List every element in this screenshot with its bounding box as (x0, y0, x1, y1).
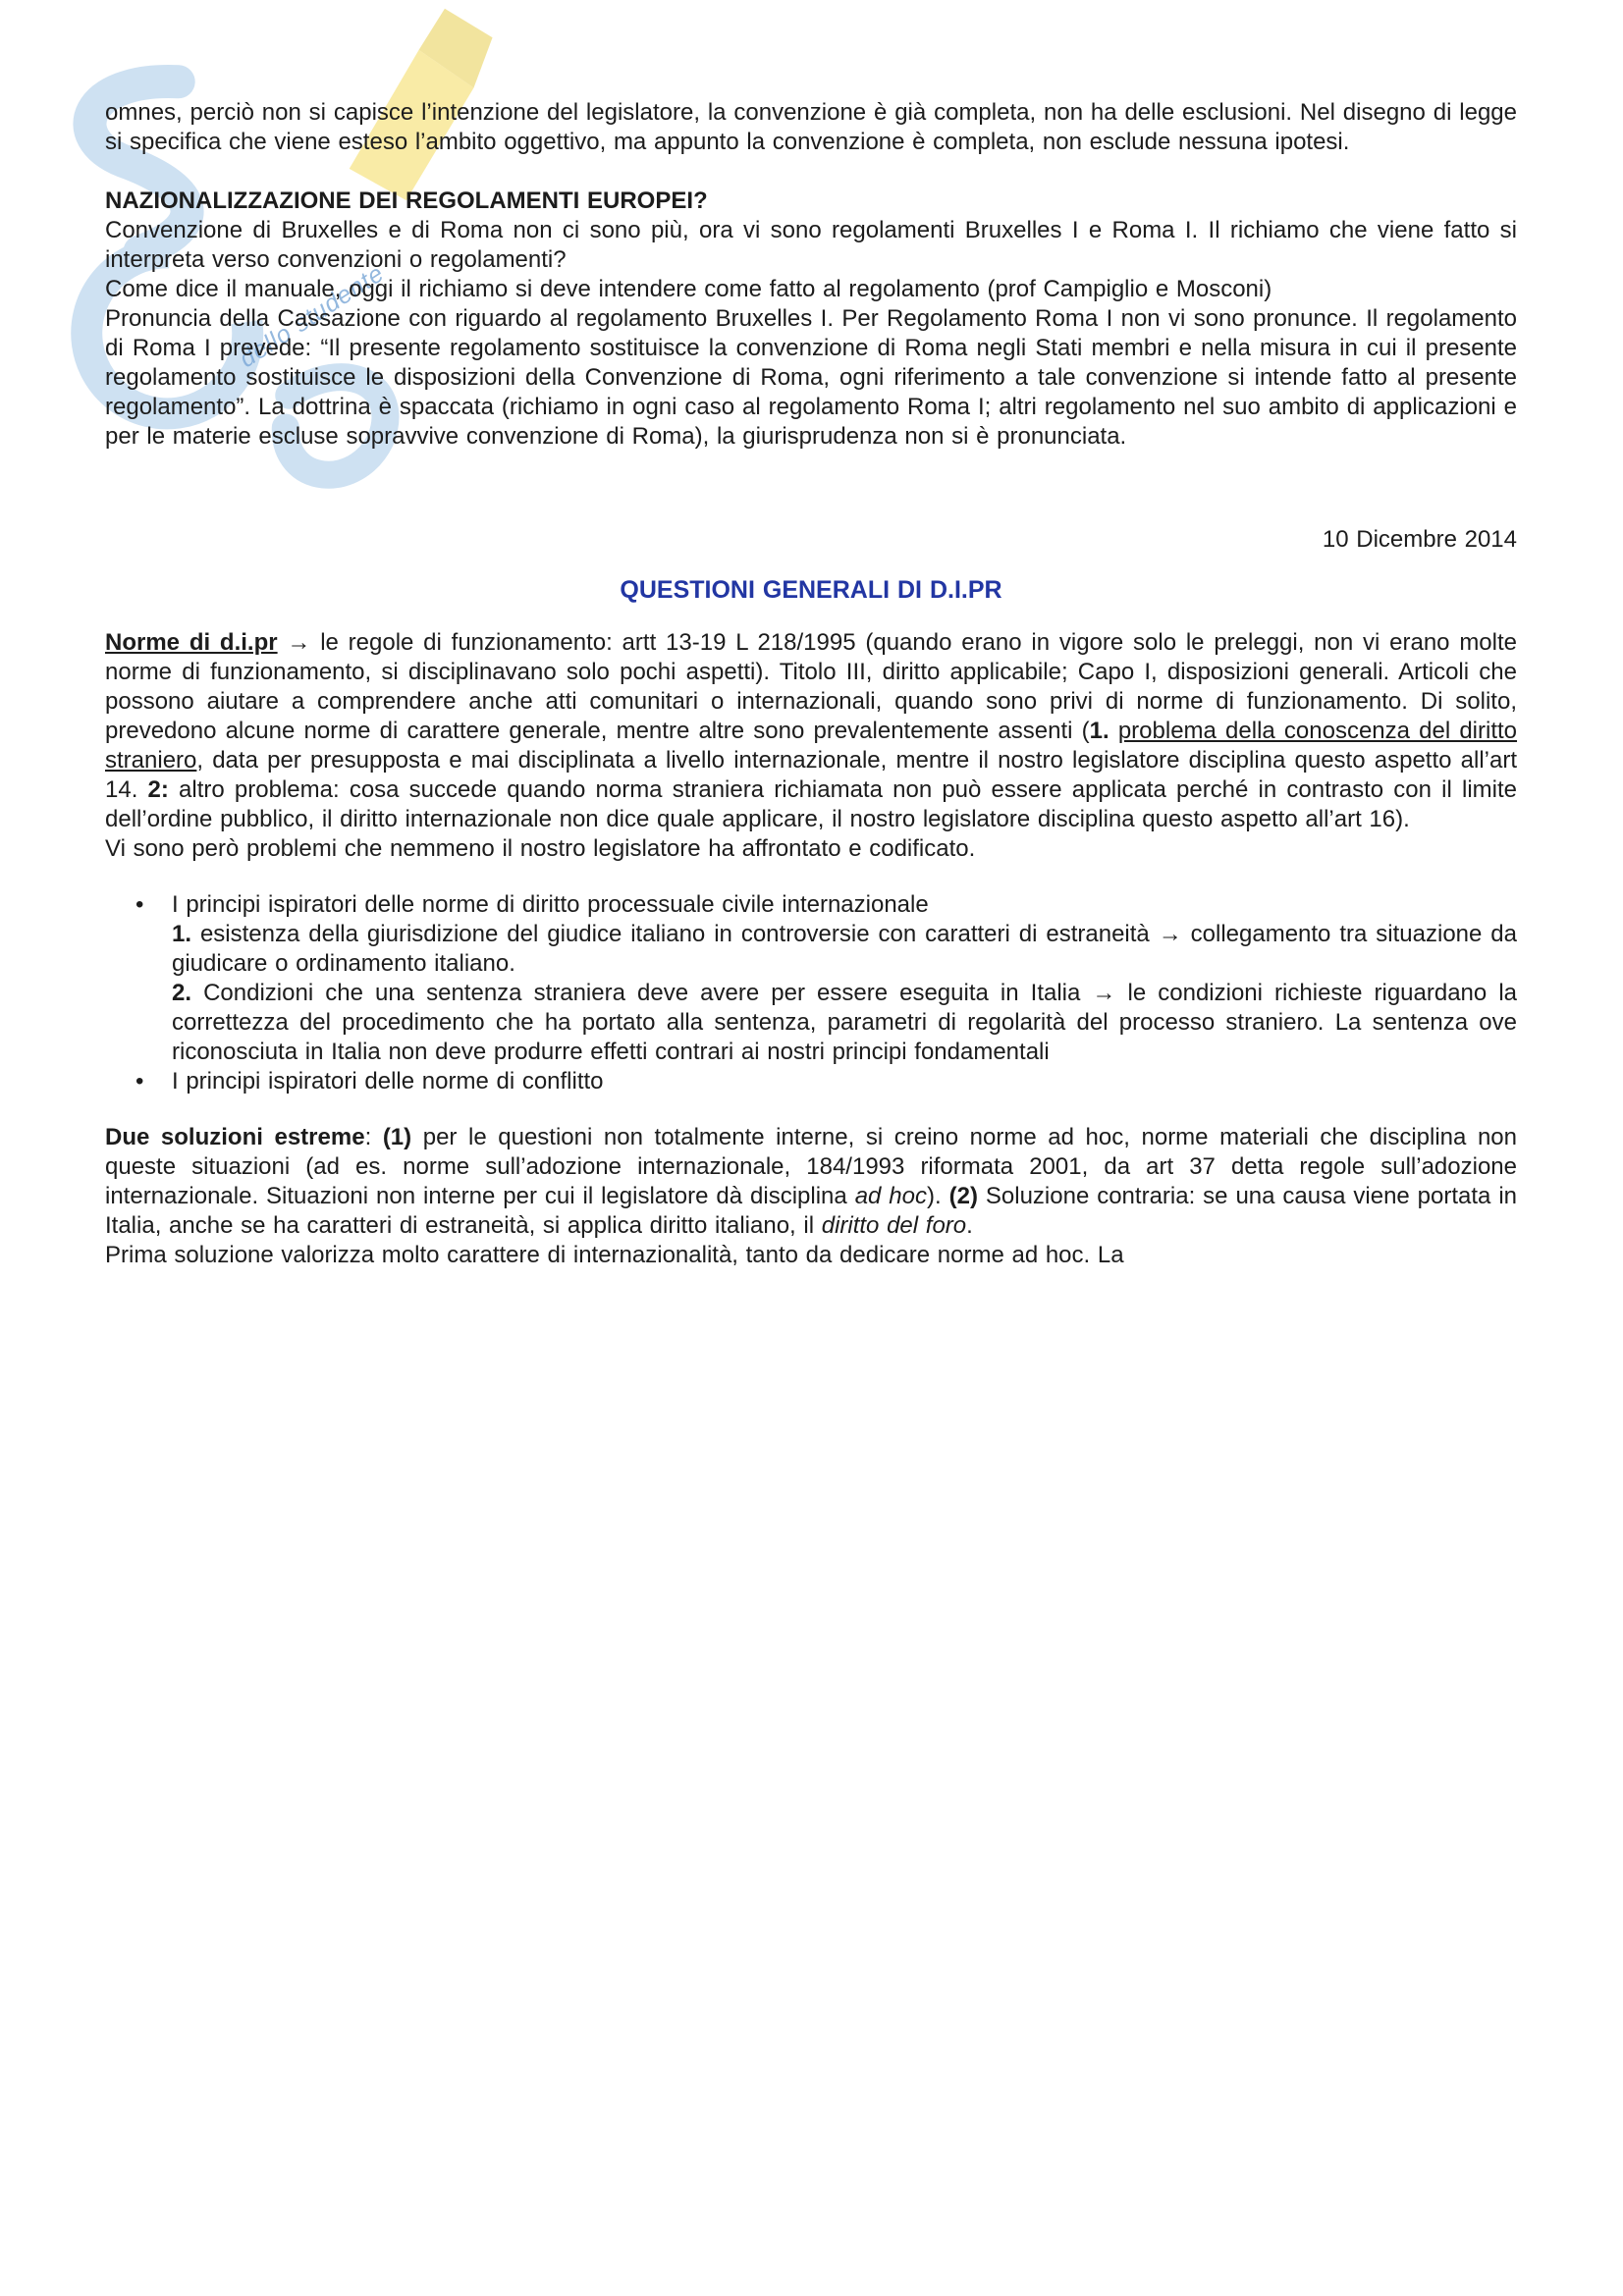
text-run: diritto del foro (821, 1212, 967, 1239)
vertical-space (105, 452, 1517, 525)
text-run: → (277, 629, 321, 656)
text-run: problema della conoscenza del diritto straniero (105, 718, 1518, 774)
text-run (1109, 718, 1118, 744)
text-run: Prima soluzione valorizza molto carattere di internazionalità, tanto da dedicare norme ad hoc. La (105, 1242, 1124, 1268)
list-item (135, 1067, 1517, 1096)
text-run: Due soluzioni estreme (105, 1124, 365, 1150)
text-run: Pronuncia della Cassazione con riguardo al regolamento Bruxelles I. Per Regolamento Roma I non vi sono pronunce. Il regolamento di Roma I prevede: “Il presente regolamento sostituisce la convenzione di Roma negli Stati membri e nella misura in cui il presente regolamento sostituisce le disposizioni della Convenzione di Roma, ogni riferimento a tale convenzione si intende fatto al presente regolamento”. La dottrina è spaccata (richiamo in ogni caso al regolamento Roma I; altri regolamento nel suo ambito di applicazioni e per le materie escluse sopravvive convenzione di Roma), la giurisprudenza non si è pronunciata. (105, 305, 1517, 450)
list-paragraph (172, 920, 1517, 979)
date-line (105, 525, 1517, 555)
text-run: Come dice il manuale, oggi il richiamo si deve intendere come fatto al regolamento (prof Campiglio e Mosconi) (105, 276, 1272, 302)
text-run: le regole di funzionamento: artt 13-19 L 218/1995 (quando erano in vigore solo le preleggi, non vi erano molte norme di funzionamento, si disciplinavano solo pochi aspetti). Titolo III, diritto applicabile; Capo I, disposizioni generali. Articoli che possono aiutare a comprendere anche atti comunitari o internazionali, quando sono privi di norme di funzionamento. Di solito, prevedono alcune norme di carattere generale, mentre altre sono prevalentemente assenti ( (105, 629, 1517, 744)
list-item (135, 890, 1517, 1067)
text-run: altro problema: cosa succede quando norma straniera richiamata non può essere applicata perché in contrasto con il limite dell’ordine pubblico, il diritto internazionale non dice quale applicare, il nostro legislatore disciplina questo aspetto all’art 16). (105, 776, 1518, 832)
document-body (105, 98, 1517, 1270)
paragraph (105, 275, 1517, 304)
text-run: : (364, 1124, 383, 1150)
bullet-list (105, 890, 1517, 1096)
text-run: , data per presupposta e mai disciplinata a livello internazionale, mentre il nostro legislatore disciplina questo aspetto all’art 14. (105, 747, 1517, 803)
paragraph (105, 304, 1517, 452)
text-run: 1. (172, 921, 192, 947)
text-run: Convenzione di Bruxelles e di Roma non ci sono più, ora vi sono regolamenti Bruxelles I e Roma I. Il richiamo che viene fatto si interpreta verso convenzioni o regolamenti? (105, 217, 1517, 273)
list-paragraph (172, 890, 1517, 920)
text-run: 2. (172, 980, 192, 1006)
vertical-space (105, 157, 1517, 187)
paragraph (105, 1123, 1517, 1241)
vertical-space (105, 555, 1517, 575)
bullet-icon: • (135, 1068, 144, 1095)
text-run: 1. (1089, 718, 1109, 744)
paragraph (105, 834, 1517, 864)
watermark-caption: dello studente (234, 259, 390, 374)
text-run: (2) (948, 1183, 978, 1209)
text-run: ). (927, 1183, 949, 1209)
vertical-space (105, 605, 1517, 628)
list-paragraph (172, 1067, 1517, 1096)
text-run: (1) (382, 1124, 412, 1150)
paragraph (105, 98, 1517, 157)
text-run: Vi sono però problemi che nemmeno il nostro legislatore ha affrontato e codificato. (105, 835, 976, 862)
text-run: I principi ispiratori delle norme di diritto processuale civile internazionale (172, 891, 929, 918)
list-paragraph (172, 979, 1517, 1067)
paragraph (105, 1241, 1517, 1270)
paragraph (105, 628, 1517, 834)
text-run: Soluzione contraria: se una causa viene portata in Italia, anche se ha caratteri di estraneità, si applica diritto italiano, il (105, 1183, 1518, 1239)
text-run: 10 Dicembre 2014 (1322, 526, 1517, 553)
text-run: I principi ispiratori delle norme di conflitto (172, 1068, 604, 1095)
paragraph (105, 216, 1517, 275)
text-run: omnes, perciò non si capisce l’intenzione del legislatore, la convenzione è già completa, non ha delle esclusioni. Nel disegno di legge si specifica che viene esteso l’ambito oggettivo, ma appunto la convenzione è completa, non esclude nessuna ipotesi. (105, 99, 1517, 155)
vertical-space (105, 864, 1517, 890)
text-run: QUESTIONI GENERALI DI D.I.PR (620, 576, 1002, 604)
vertical-space (105, 1096, 1517, 1123)
page-title (105, 575, 1517, 605)
bullet-icon: • (135, 891, 144, 918)
text-run: Condizioni che una sentenza straniera deve avere per essere eseguita in Italia → le condizioni richieste riguardano la correttezza del procedimento che ha portato alla sentenza, parametri di regolarità del processo straniero. La sentenza ove riconosciuta in Italia non deve produrre effetti contrari ai nostri principi fondamentali (172, 980, 1517, 1065)
text-run: 2: (147, 776, 169, 803)
text-run: . (966, 1212, 973, 1239)
text-run: per le questioni non totalmente interne, si creino norme ad hoc, norme materiali che disciplina non queste situazioni (ad es. norme sull’adozione internazionale, 184/1993 riformata 2001, da art 37 detta regole sull’adozione internazionale. Situazioni non interne per cui il legislatore dà disciplina (105, 1124, 1517, 1209)
section-heading (105, 187, 1517, 216)
text-run: esistenza della giurisdizione del giudice italiano in controversie con caratteri di estraneità → collegamento tra situazione da giudicare o ordinamento italiano. (172, 921, 1517, 977)
text-run: Norme di d.i.pr (105, 629, 278, 656)
text-run: ad hoc (854, 1183, 928, 1209)
text-run: NAZIONALIZZAZIONE DEI REGOLAMENTI EUROPEI? (105, 187, 708, 214)
